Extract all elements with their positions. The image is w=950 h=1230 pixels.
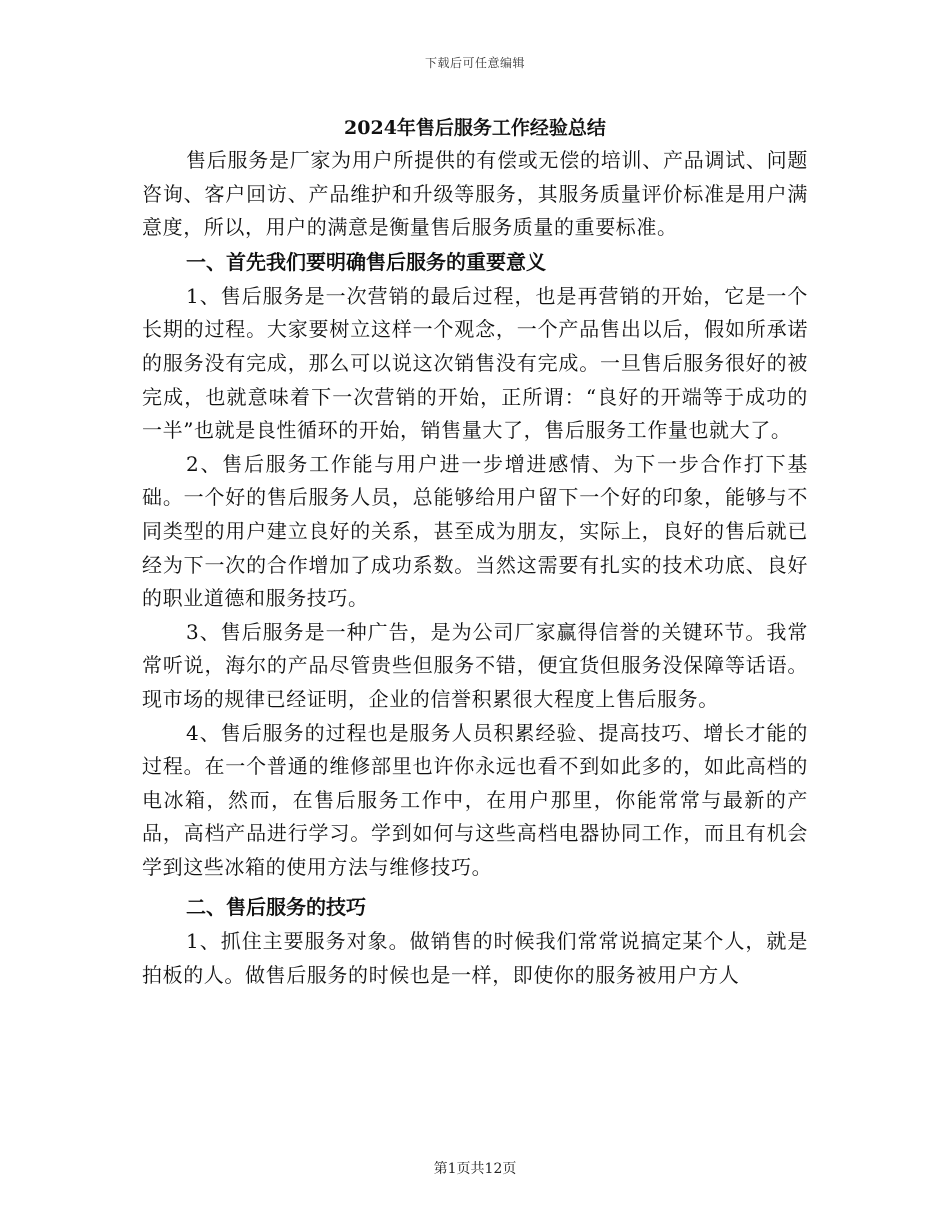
section1-paragraph-4: 4、售后服务的过程也是服务人员积累经验、提高技巧、增长才能的过程。在一个普通的维修部里也许你永远也看不到如此多的，如此高档的电冰箱，然而，在售后服务工作中，在用户那里，你能常常与最新的产品，高档产品进行学习。学到如何与这些高档电器协同工作，而且有机会学到这些冰箱的使用方法与维修技巧。 bbox=[142, 720, 808, 879]
document-body bbox=[142, 112, 808, 993]
intro-paragraph: 售后服务是厂家为用户所提供的有偿或无偿的培训、产品调试、问题咨询、客户回访、产品维护和升级等服务，其服务质量评价标准是用户满意度，所以，用户的满意是衡量售后服务质量的重要标准。 bbox=[142, 148, 808, 240]
section-heading-1: 一、首先我们要明确售后服务的重要意义 bbox=[186, 249, 546, 274]
section1-paragraph-1: 1、售后服务是一次营销的最后过程，也是再营销的开始，它是一个长期的过程。大家要树立这样一个观念，一个产品售出以后，假如所承诺的服务没有完成，那么可以说这次销售没有完成。一旦售后服务很好的被完成，也就意味着下一次营销的开始，正所谓：“良好的开端等于成功的一半”也就是良性循环的开始，销售量大了，售后服务工作量也就大了。 bbox=[142, 283, 808, 443]
section-heading-2: 二、售后服务的技巧 bbox=[186, 895, 366, 920]
section1-paragraph-3: 3、售后服务是一种广告，是为公司厂家赢得信誉的关键环节。我常常听说，海尔的产品尽管贵些但服务不错，便宜货但服务没保障等话语。现市场的规律已经证明，企业的信誉积累很大程度上售后服务。 bbox=[142, 619, 808, 711]
header-note: 下载后可任意编辑 bbox=[424, 56, 525, 70]
section2-paragraph-1: 1、抓住主要服务对象。做销售的时候我们常常说搞定某个人，就是拍板的人。做售后服务的时候也是一样，即使你的服务被用户方人 bbox=[142, 929, 808, 988]
section1-paragraph-2: 2、售后服务工作能与用户进一步增进感情、为下一步合作打下基础。一个好的售后服务人员，总能够给用户留下一个好的印象，能够与不同类型的用户建立良好的关系，甚至成为朋友，实际上，良好的售后就已经为下一次的合作增加了成功系数。当然这需要有扎实的技术功底、良好的职业道德和服务技巧。 bbox=[142, 451, 808, 611]
page-number: 第1页共12页 bbox=[433, 1161, 517, 1177]
document-title: 2024年售后服务工作经验总结 bbox=[344, 117, 606, 139]
